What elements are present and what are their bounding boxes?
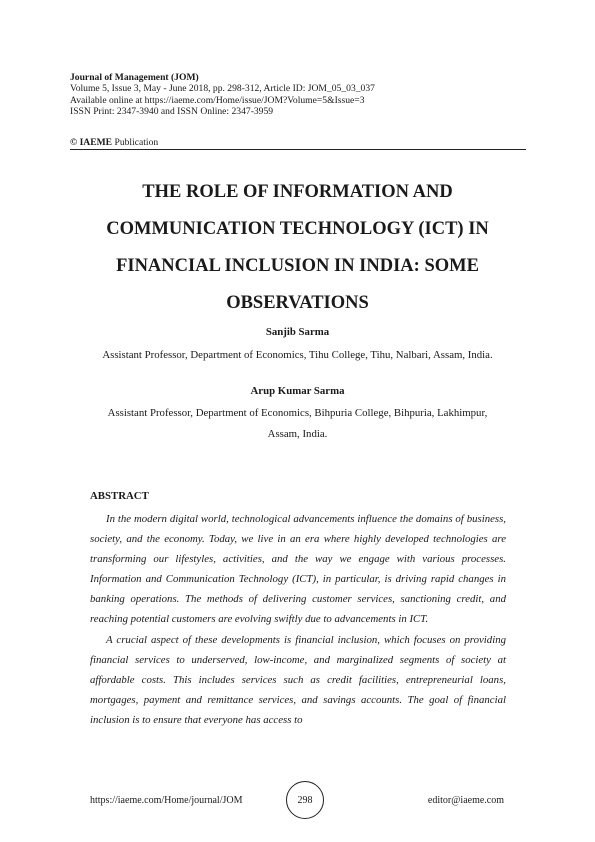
title-line: OBSERVATIONS (226, 293, 369, 313)
copyright-suffix: Publication (112, 137, 159, 148)
title-line: FINANCIAL INCLUSION IN INDIA: SOME (116, 256, 479, 276)
abstract-body (90, 509, 506, 730)
title-line: THE ROLE OF INFORMATION AND (142, 182, 453, 202)
page-number (286, 781, 324, 819)
copyright-brand: © IAEME (70, 137, 113, 148)
abstract-heading: ABSTRACT (90, 490, 149, 502)
paper-title (60, 174, 535, 322)
affiliation-line: Assistant Professor, Department of Economics, Tihu College, Tihu, Nalbari, Assam, India. (102, 349, 493, 361)
author-affiliation (70, 403, 525, 445)
author-name: Sanjib Sarma (265, 326, 330, 338)
title-line: COMMUNICATION TECHNOLOGY (ICT) IN (106, 219, 489, 239)
author-affiliation (70, 345, 525, 366)
footer-url[interactable]: https://iaeme.com/Home/journal/JOM (90, 795, 243, 806)
abstract-paragraph: In the modern digital world, technological advancements influence the domains of business, society, and the economy. Today, we live in an era where highly developed technologies are transforming our lifestyles, activities, and the way we engage with various processes. Information and Communication Technology (ICT), in particular, is driving rapid changes in banking operations. The methods of delivering customer services, sanctioning credit, and reaching potential customers are evolving swiftly due to advancements in ICT. (90, 513, 506, 626)
journal-name: Journal of Management (JOM) (70, 72, 199, 83)
journal-header (70, 72, 530, 118)
affiliation-line: Assam, India. (267, 428, 328, 440)
footer-email[interactable]: editor@iaeme.com (427, 795, 504, 806)
abstract-paragraph: A crucial aspect of these developments is financial inclusion, which focuses on providing financial services to underserved, low-income, and marginalized segments of society at affordable costs. This includes services such as credit facilities, entrepreneurial loans, mortgages, payment and remittance services, and savings accounts. The goal of financial inclusion is to ensure that everyone has access to (90, 633, 506, 726)
volume-line: Volume 5, Issue 3, May - June 2018, pp. 298-312, Article ID: JOM_05_03_037 (70, 83, 375, 95)
affiliation-line: Assistant Professor, Department of Economics, Bihpuria College, Bihpuria, Lakhimpur, (107, 407, 488, 419)
page-number-text: 298 (297, 794, 313, 806)
issn-line: ISSN Print: 2347-3940 and ISSN Online: 2347-3959 (70, 106, 274, 118)
available-line[interactable]: Available online at https://iaeme.com/Home/issue/JOM?Volume=5&Issue=3 (70, 94, 365, 106)
author-name: Arup Kumar Sarma (250, 385, 345, 397)
copyright-line (70, 137, 526, 150)
